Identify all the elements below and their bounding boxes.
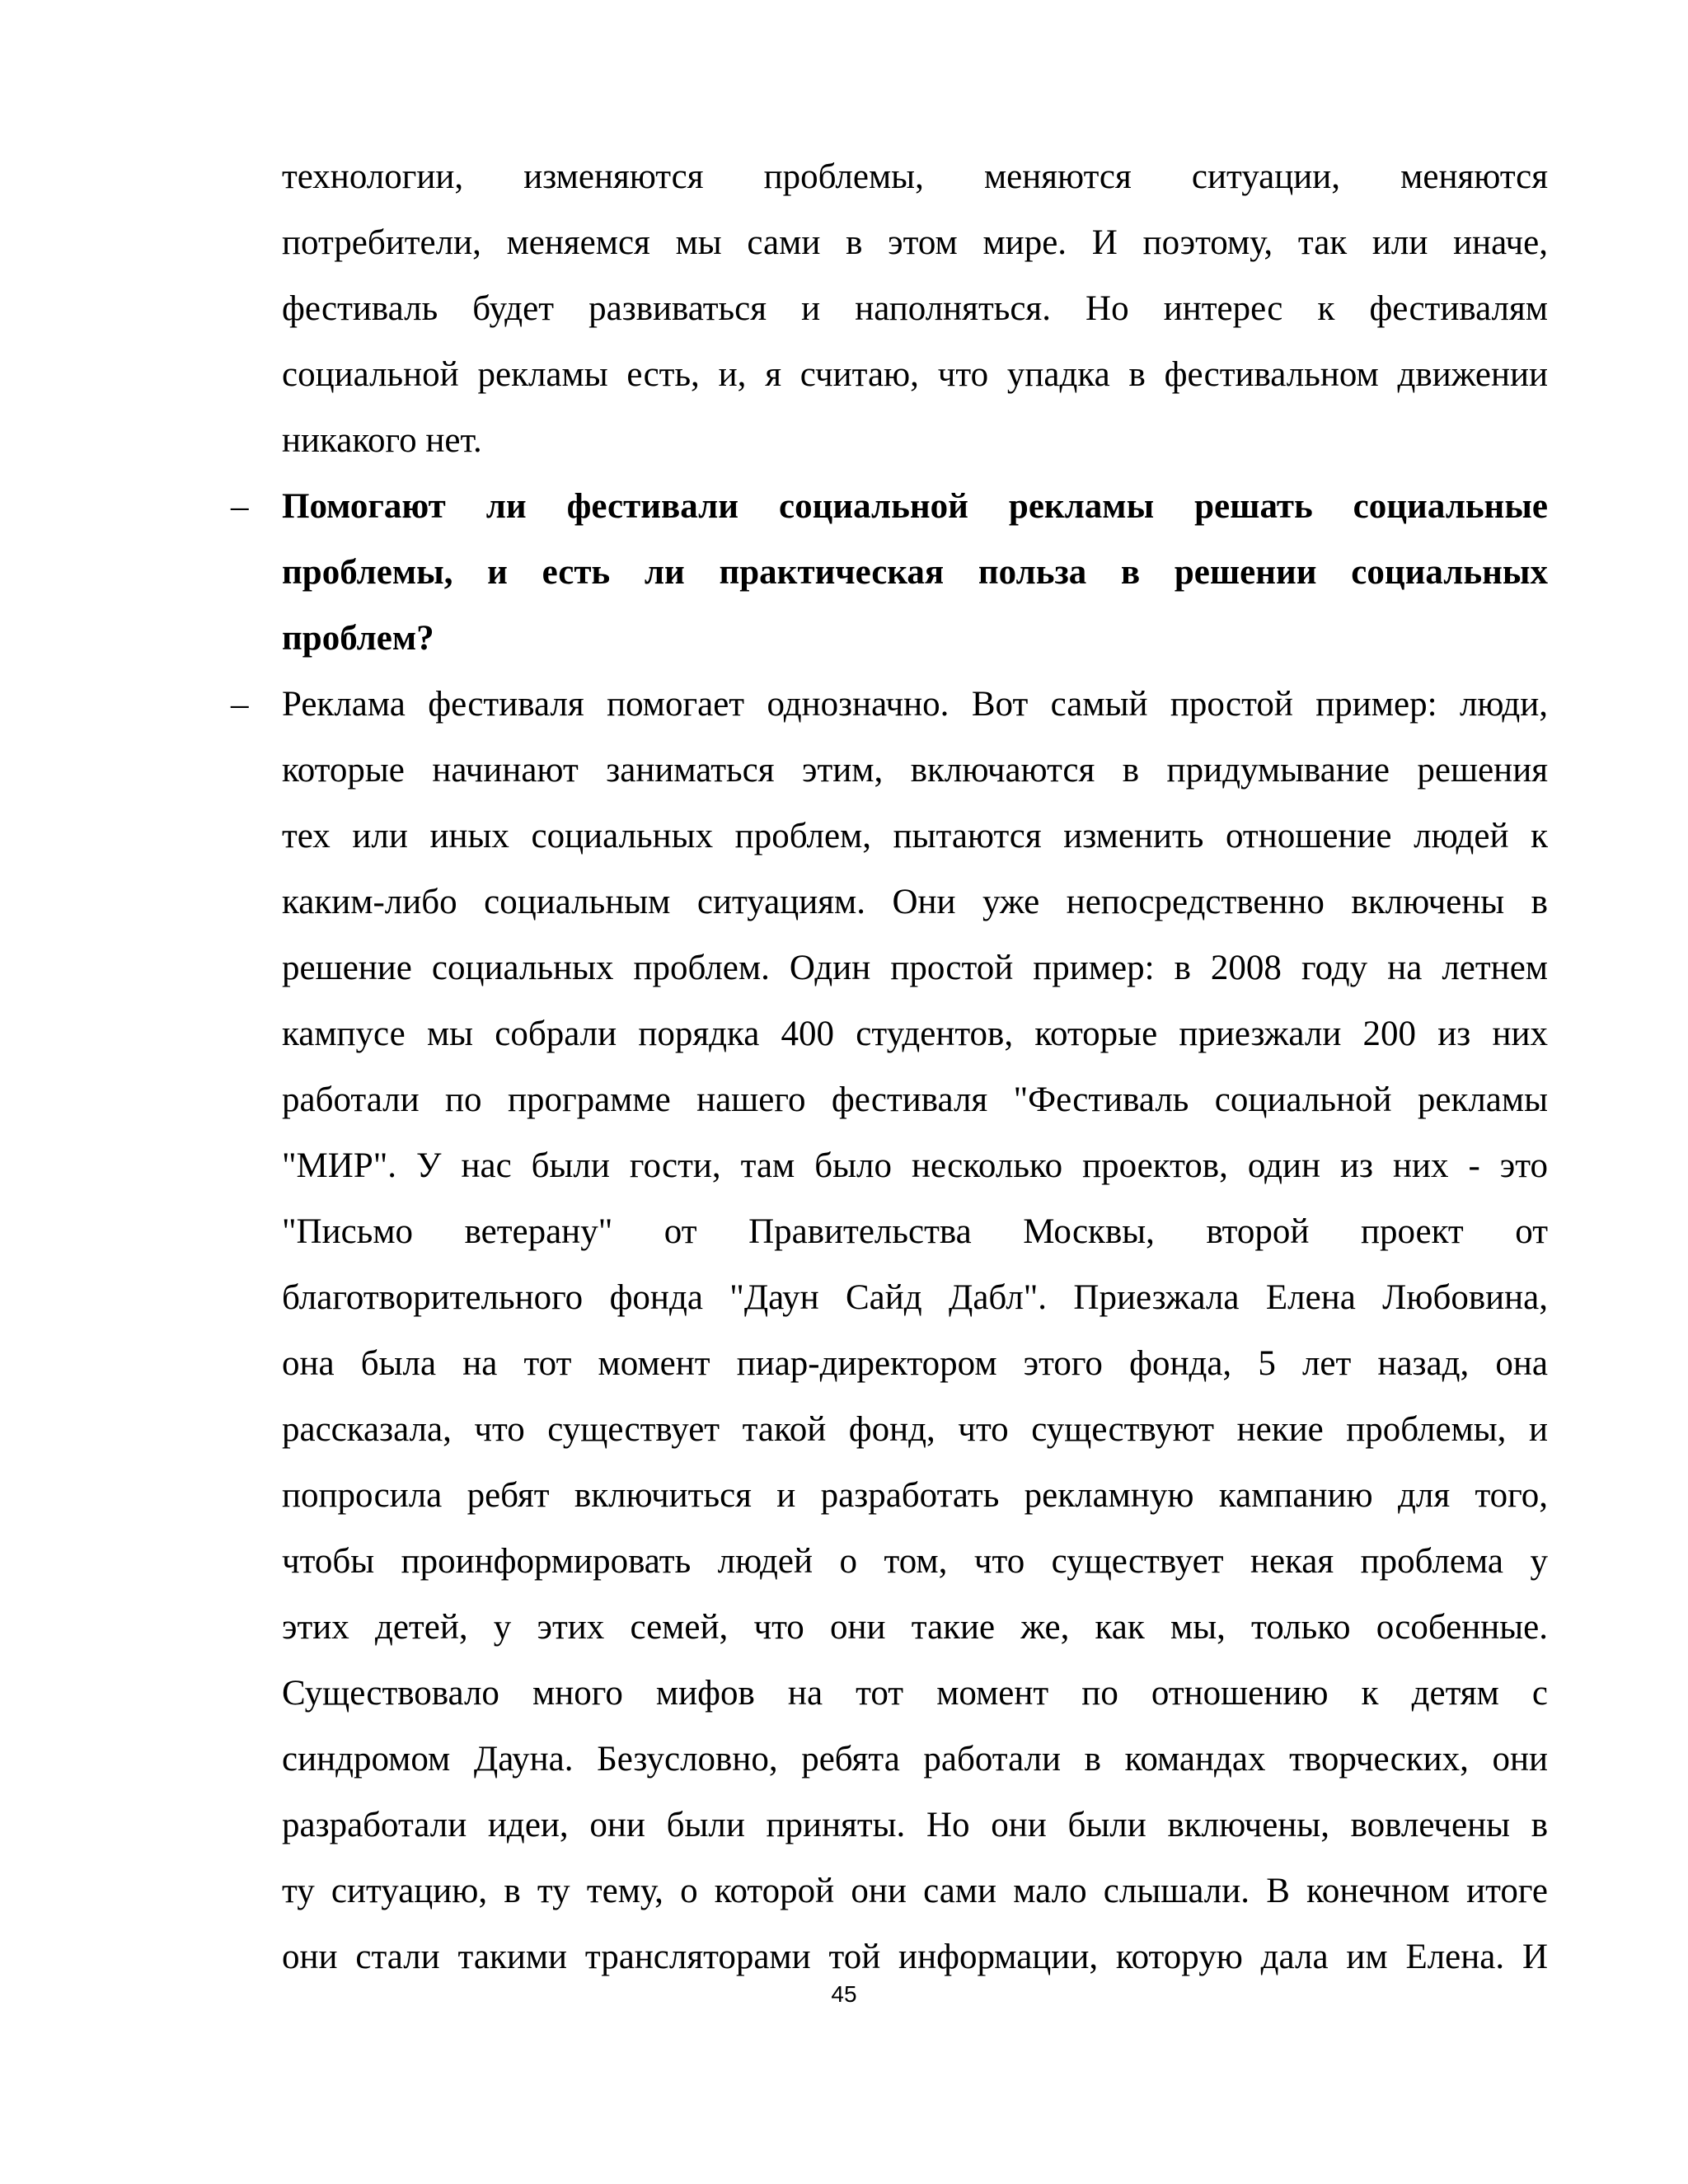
answer-line: тех или иных социальных проблем, пытаются изменить отношение людей к bbox=[282, 817, 1548, 855]
answer-line: Существовало много мифов на тот момент по отношению к детям с bbox=[282, 1674, 1548, 1713]
answer-line: они стали такими трансляторами той информации, которую дала им Елена. И bbox=[282, 1938, 1548, 1976]
page-number: 45 bbox=[831, 1981, 857, 2007]
text-line: технологии, изменяются проблемы, меняются ситуации, меняются bbox=[282, 157, 1548, 196]
text-line: фестиваль будет развиваться и наполняться. Но интерес к фестивалям bbox=[282, 289, 1548, 328]
answer-line: Реклама фестиваля помогает однозначно. Вот самый простой пример: люди, bbox=[282, 685, 1548, 724]
interview-question bbox=[282, 474, 1548, 672]
answer-line: каким-либо социальным ситуациям. Они уже непосредственно включены в bbox=[282, 883, 1548, 921]
answer-line: "Письмо ветерану" от Правительства Москвы, второй проект от bbox=[282, 1212, 1548, 1251]
answer-line: синдромом Дауна. Безусловно, ребята работали в командах творческих, они bbox=[282, 1740, 1548, 1779]
answer-line: работали по программе нашего фестиваля "Фестиваль социальной рекламы bbox=[282, 1080, 1548, 1119]
question-line: проблемы, и есть ли практическая польза в решении социальных bbox=[282, 553, 1548, 592]
answer-dash-marker: – bbox=[231, 685, 249, 724]
text-line: никакого нет. bbox=[282, 421, 482, 460]
text-line: потребители, меняемся мы сами в этом мире. И поэтому, так или иначе, bbox=[282, 223, 1548, 262]
answer-line: этих детей, у этих семей, что они такие же, как мы, только особенные. bbox=[282, 1608, 1548, 1647]
answer-line: разработали идеи, они были приняты. Но они были включены, вовлечены в bbox=[282, 1806, 1548, 1844]
answer-line: кампусе мы собрали порядка 400 студентов, которые приезжали 200 из них bbox=[282, 1015, 1548, 1053]
paragraph-continuation bbox=[282, 144, 1548, 474]
text-line: социальной рекламы есть, и, я считаю, что упадка в фестивальном движении bbox=[282, 355, 1548, 394]
question-line: проблем? bbox=[282, 619, 434, 658]
answer-line: она была на тот момент пиар-директором этого фонда, 5 лет назад, она bbox=[282, 1344, 1548, 1383]
answer-line: чтобы проинформировать людей о том, что существует некая проблема у bbox=[282, 1542, 1548, 1581]
question-dash-marker: – bbox=[231, 487, 249, 526]
answer-line: попросила ребят включиться и разработать рекламную кампанию для того, bbox=[282, 1476, 1548, 1515]
question-line: Помогают ли фестивали социальной рекламы решать социальные bbox=[282, 487, 1548, 526]
answer-line: ту ситуацию, в ту тему, о которой они сами мало слышали. В конечном итоге bbox=[282, 1872, 1548, 1910]
interview-answer bbox=[282, 672, 1548, 1990]
answer-line: которые начинают заниматься этим, включаются в придумывание решения bbox=[282, 751, 1548, 790]
answer-line: благотворительного фонда "Даун Сайд Дабл". Приезжала Елена Любовина, bbox=[282, 1278, 1548, 1317]
answer-line: "МИР". У нас были гости, там было несколько проектов, один из них - это bbox=[282, 1146, 1548, 1185]
answer-line: решение социальных проблем. Один простой пример: в 2008 году на летнем bbox=[282, 949, 1548, 987]
answer-line: рассказала, что существует такой фонд, что существуют некие проблемы, и bbox=[282, 1410, 1548, 1449]
